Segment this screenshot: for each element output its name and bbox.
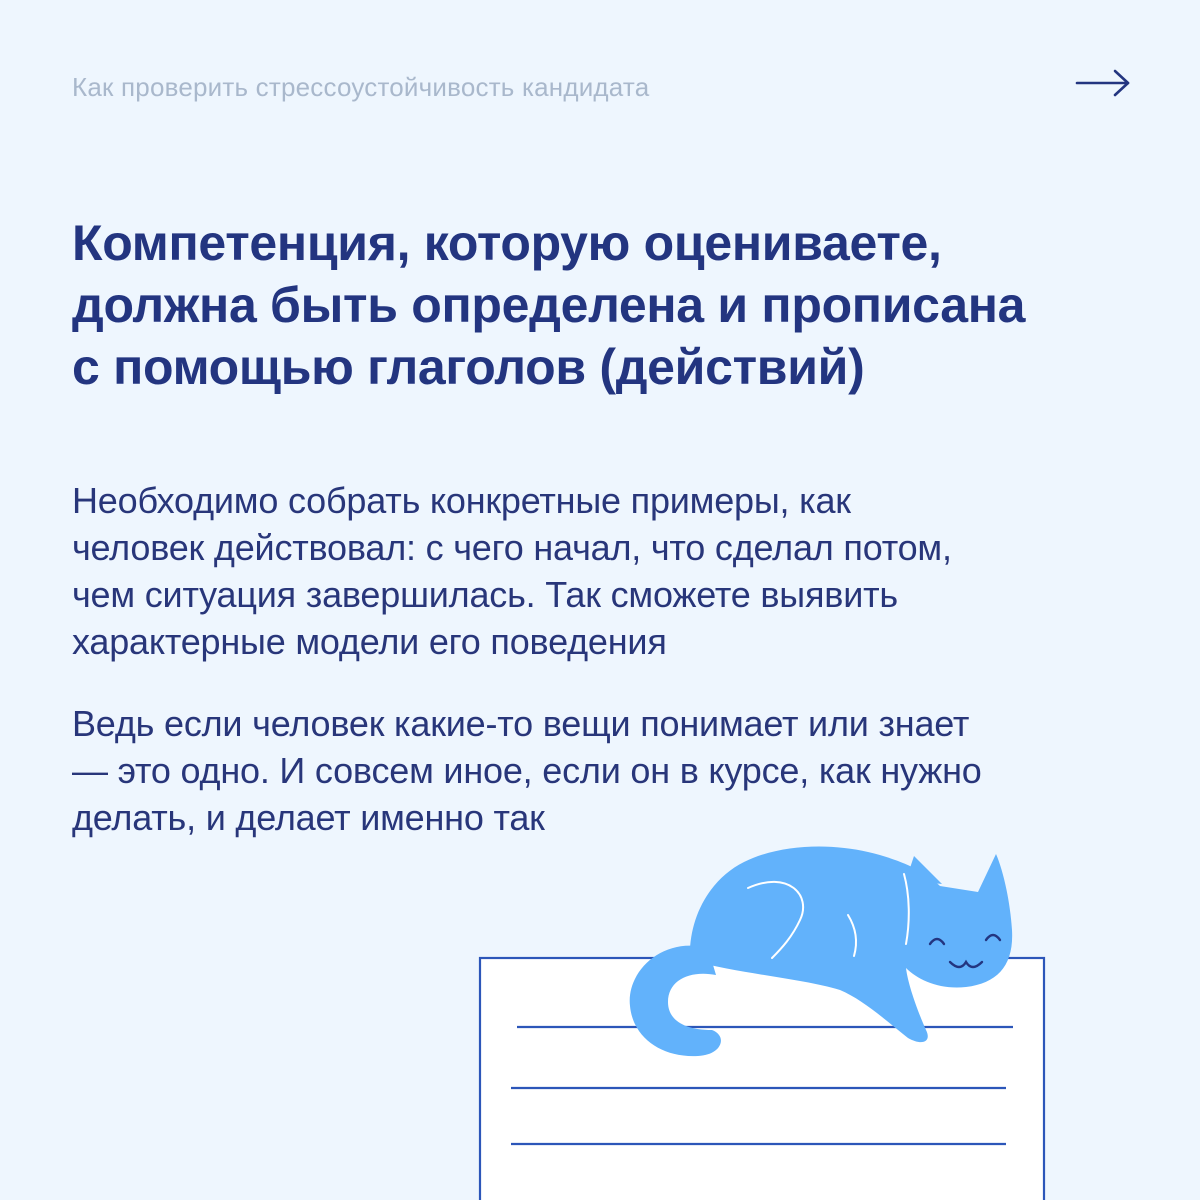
title-line: Компетенция, которую оцениваете,: [72, 215, 942, 271]
paragraph-examples: [72, 477, 1142, 665]
series-title: Как проверить стрессоустойчивость кандидата: [72, 72, 650, 102]
paragraph-line: чем ситуация завершилась. Так сможете выявить: [72, 574, 898, 615]
cat-icon: [630, 846, 1012, 1056]
paragraph-line: — это одно. И совсем иное, если он в курсе, как нужно: [72, 750, 982, 791]
paragraph-line: делать, и делает именно так: [72, 797, 545, 838]
paragraph-knowledge-vs-action: [72, 700, 1142, 841]
paragraph-line: Необходимо собрать конкретные примеры, как: [72, 480, 851, 521]
page-title: [72, 212, 1132, 398]
title-line: должна быть определена и прописана: [72, 277, 1026, 333]
paper-sheet-icon: [480, 958, 1044, 1200]
title-line: с помощью глаголов (действий): [72, 339, 865, 395]
paragraph-line: характерные модели его поведения: [72, 621, 667, 662]
arrow-right-icon[interactable]: [1074, 66, 1132, 100]
paragraph-line: человек действовал: с чего начал, что сделал потом,: [72, 527, 952, 568]
paragraph-line: Ведь если человек какие-то вещи понимает или знает: [72, 703, 970, 744]
